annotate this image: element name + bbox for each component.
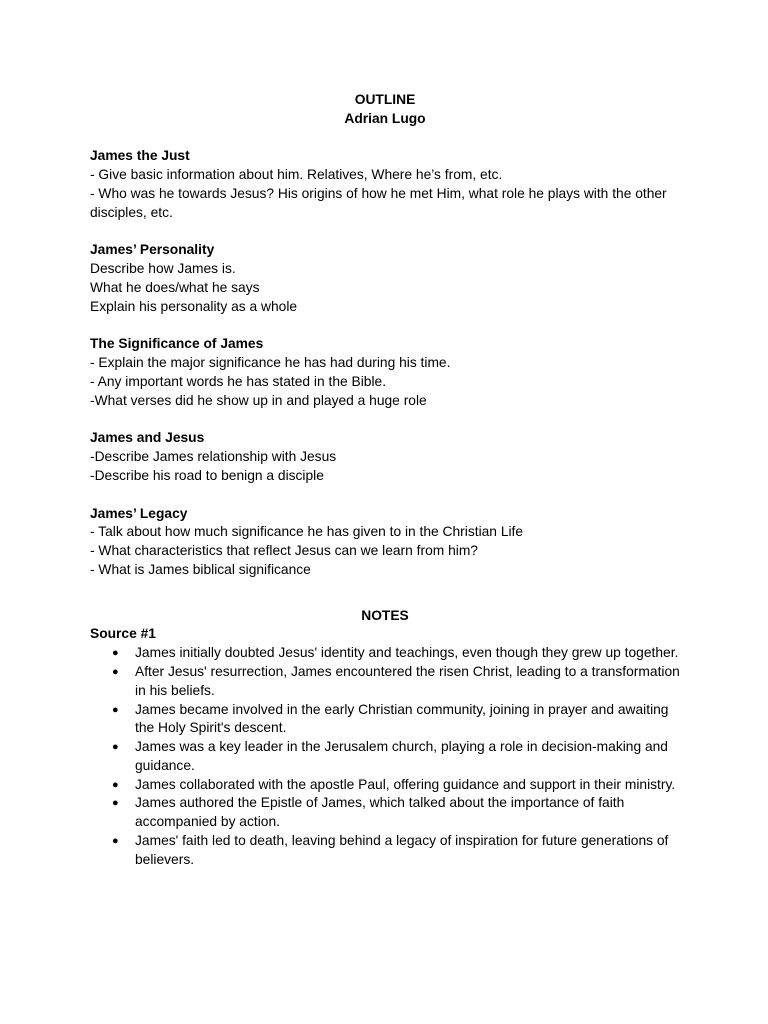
section-line: -Describe James relationship with Jesus (90, 449, 337, 465)
bullet-icon: ● (112, 835, 119, 848)
list-item-text: James was a key leader in the Jerusalem church, playing a role in decision-making and guidance. (135, 739, 668, 773)
outline-title: OUTLINE (354, 92, 416, 107)
list-item (90, 794, 680, 832)
section-line: - What is James biblical significance (90, 561, 311, 577)
author-name: Adrian Lugo (344, 110, 426, 126)
list-item (90, 832, 680, 870)
list-item-text: James became involved in the early Christian community, joining in prayer and awaiting the Holy Spirit's descent. (135, 701, 669, 736)
bullet-icon: ● (112, 703, 119, 716)
section-line: - Talk about how much significance he has given to in the Christian Life (90, 524, 524, 540)
list-item (90, 701, 680, 739)
section-heading: James and Jesus (90, 430, 205, 446)
section-heading: James’ Personality (90, 242, 215, 258)
list-item-text: James collaborated with the apostle Paul, offering guidance and support in their ministry. (135, 776, 676, 792)
section-line: -Describe his road to benign a disciple (90, 467, 324, 483)
bullet-icon: ● (112, 647, 119, 660)
spacer (90, 580, 680, 599)
list-item-text: James' faith led to death, leaving behind a legacy of inspiration for future generations of believers. (135, 833, 669, 867)
list-item (90, 644, 680, 663)
outline-sections (90, 147, 680, 598)
section-heading: James’ Legacy (90, 505, 188, 521)
section-line: - Any important words he has stated in the Bible. (90, 373, 387, 389)
section-line: - What characteristics that reflect Jesus can we learn from him? (90, 543, 478, 559)
list-item (90, 776, 680, 795)
outline-section (90, 505, 680, 599)
section-line: - Explain the major significance he has had during his time. (90, 355, 451, 371)
outline-section (90, 429, 680, 504)
bullet-icon: ● (112, 797, 119, 810)
bullet-icon: ● (112, 741, 119, 754)
document-page (90, 91, 680, 870)
spacer (90, 129, 680, 148)
bullet-icon: ● (112, 665, 119, 678)
outline-section (90, 335, 680, 429)
section-line: What he does/what he says (90, 279, 260, 295)
spacer (90, 486, 680, 505)
bullet-icon: ● (112, 778, 119, 791)
notes-bullet-list (90, 644, 680, 870)
section-line: Explain his personality as a whole (90, 298, 298, 314)
list-item-text: James authored the Epistle of James, which talked about the importance of faith accompanied by action. (135, 795, 625, 830)
outline-section (90, 147, 680, 241)
spacer (90, 411, 680, 430)
list-item (90, 663, 680, 701)
source-label: Source #1 (90, 626, 156, 642)
section-line: - Give basic information about him. Relatives, Where he’s from, etc. (90, 167, 503, 183)
outline-section (90, 241, 680, 335)
section-line: - Who was he towards Jesus? His origins of how he met Him, what role he plays with the other disciples, etc. (90, 185, 667, 220)
section-line: Describe how James is. (90, 261, 236, 277)
list-item-text: James initially doubted Jesus' identity and teachings, even though they grew up together. (135, 645, 679, 661)
spacer (90, 317, 680, 336)
section-heading: The Significance of James (90, 336, 264, 352)
section-line: -What verses did he show up in and played a huge role (90, 392, 427, 408)
spacer (90, 223, 680, 242)
list-item (90, 738, 680, 776)
list-item-text: After Jesus' resurrection, James encountered the risen Christ, leading to a transformation in his beliefs. (135, 663, 680, 698)
section-heading: James the Just (90, 148, 190, 164)
notes-title: NOTES (361, 607, 409, 623)
